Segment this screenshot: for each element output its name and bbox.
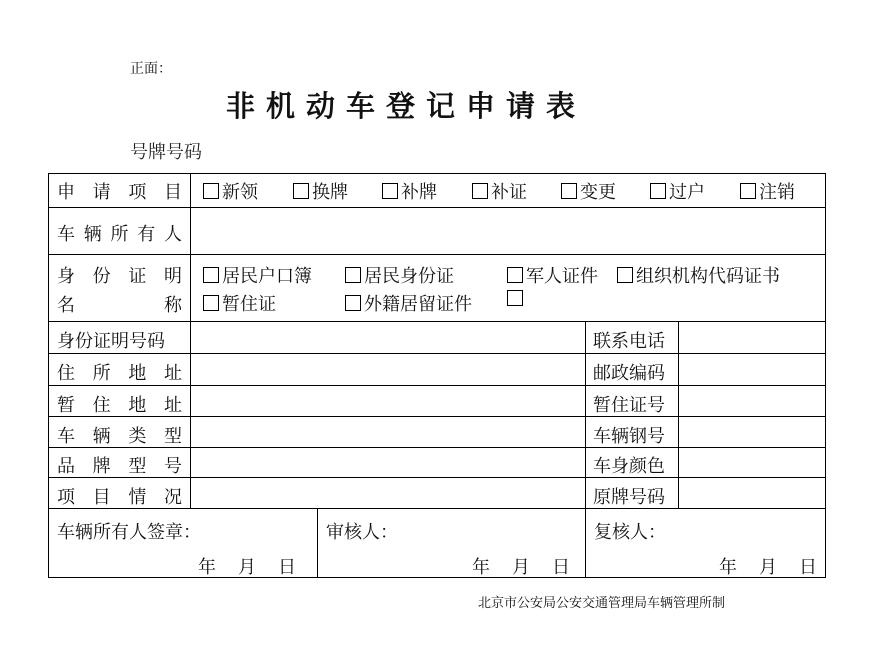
label-char: 名 [57,295,75,316]
label-char: 车 [57,426,75,447]
checkbox-icon[interactable] [650,183,666,199]
month-label: 月 [512,557,530,578]
table-border-left [48,173,49,578]
row-label-left [57,422,182,448]
id-option-household-register[interactable] [203,262,312,288]
label-char: 地 [128,395,147,416]
checkbox-icon[interactable] [561,183,577,199]
row-value-right-field[interactable] [680,322,824,353]
row-label-right: 联系电话 [593,331,665,352]
label-char: 地 [128,363,147,384]
label-char: 情 [128,487,147,508]
table-border-bottom [48,577,826,578]
checkbox-icon[interactable] [345,267,361,283]
label-char: 份 [92,266,111,287]
checkbox-icon[interactable] [382,183,398,199]
label-char: 车 [57,224,75,245]
row-label-right: 原牌号码 [593,487,665,508]
table-border-top [48,173,826,174]
row-value-left-field[interactable] [192,354,584,385]
id-option-military-id[interactable] [507,262,598,288]
row-value-left-field[interactable] [192,322,584,353]
option-label: 居民身份证 [364,266,454,287]
label-char: 类 [128,426,147,447]
month-label: 月 [238,557,256,578]
owner-field[interactable] [192,209,824,253]
option-label: 军人证件 [526,266,598,287]
table-border-right [825,173,826,578]
option-label: 组织机构代码证书 [636,266,780,287]
row-label-left [57,391,182,417]
day-label: 日 [552,557,570,578]
row-value-right-field[interactable] [680,354,824,385]
checkbox-icon[interactable] [203,295,219,311]
checkbox-icon[interactable] [472,183,488,199]
checkbox-icon[interactable] [617,267,633,283]
id-option-foreign-residence-cert[interactable] [345,290,472,316]
label-char: 号 [163,456,182,477]
row-value-right-field[interactable] [680,386,824,416]
row-label-left [57,452,182,478]
option-label: 变更 [580,182,616,203]
reviewer-label: 审核人： [326,522,398,543]
label-char: 申 [57,182,75,203]
front-side-label: 正面： [130,61,172,77]
rechecker-date[interactable] [719,553,817,579]
row-divider [48,207,826,208]
row-label-right: 车辆钢号 [593,426,665,447]
option-label: 过户 [669,182,705,203]
label-char: 项 [128,182,147,203]
row-value-left-field[interactable] [192,386,584,416]
rechecker-label: 复核人： [594,522,666,543]
checkbox-icon[interactable] [507,267,523,283]
row-label-left: 身份证明号码 [57,331,165,352]
apply-option-reissue-plate[interactable] [382,178,437,204]
label-char: 项 [57,487,75,508]
option-label: 居民户口簿 [222,266,312,287]
label-char: 型 [163,426,182,447]
id-type-label-line2 [57,291,182,317]
checkbox-icon[interactable] [293,183,309,199]
id-option-resident-id-card[interactable] [345,262,454,288]
right-label-divider [678,321,679,508]
row-label-left [57,359,182,385]
option-label: 注销 [759,182,795,203]
label-char: 目 [163,182,182,203]
apply-option-transfer[interactable] [650,178,705,204]
row-value-left-field[interactable] [192,417,584,447]
label-char: 请 [92,182,111,203]
id-type-label-line1 [57,262,182,288]
month-label: 月 [759,557,777,578]
label-char: 住 [92,395,111,416]
label-char: 目 [92,487,111,508]
option-label: 补证 [491,182,527,203]
year-label: 年 [719,557,737,578]
owner-seal-label: 车辆所有人签章： [57,522,201,543]
label-char: 住 [57,363,75,384]
owner-seal-date[interactable] [198,553,296,579]
label-char: 辆 [92,426,111,447]
year-label: 年 [472,557,490,578]
label-column-divider [190,173,191,508]
label-char: 明 [163,266,182,287]
id-option-other[interactable] [507,290,526,306]
label-char: 所 [110,224,129,245]
label-char: 址 [163,363,182,384]
row-label-right: 暂住证号 [593,395,665,416]
label-char: 品 [57,456,75,477]
row-value-right-field[interactable] [680,478,824,508]
apply-option-reissue-cert[interactable] [472,178,527,204]
label-char: 辆 [83,224,102,245]
apply-item-label [57,178,182,204]
label-char: 称 [164,295,182,316]
label-char: 暂 [57,395,75,416]
row-value-left-field[interactable] [192,448,584,477]
label-char: 况 [163,487,182,508]
option-label: 外籍居留证件 [364,294,472,315]
row-label-left [57,483,182,509]
checkbox-icon[interactable] [740,183,756,199]
day-label: 日 [799,557,817,578]
label-char: 址 [163,395,182,416]
label-char: 型 [128,456,147,477]
row-value-left-field[interactable] [192,478,584,508]
reviewer-date[interactable] [472,553,570,579]
plate-number-label: 号牌号码 [130,142,202,163]
checkbox-icon[interactable] [345,295,361,311]
option-label: 换牌 [312,182,348,203]
row-value-right-field[interactable] [680,448,824,477]
row-label-right: 车身颜色 [593,456,665,477]
id-option-temp-residence-permit[interactable] [203,290,276,316]
apply-option-cancel[interactable] [740,178,795,204]
label-char: 身 [57,266,75,287]
checkbox-icon[interactable] [203,183,219,199]
apply-option-change[interactable] [561,178,616,204]
label-char: 有 [137,224,156,245]
option-label: 新领 [222,182,258,203]
row-label-right: 邮政编码 [593,363,665,384]
issuer-footer: 北京市公安局公安交通管理局车辆管理所制 [478,596,726,611]
checkbox-icon[interactable] [507,290,523,306]
signature-divider [317,508,318,578]
label-char: 证 [128,266,147,287]
row-value-right-field[interactable] [680,417,824,447]
apply-option-replace-plate[interactable] [293,178,348,204]
form-title: 非机动车登记申请表 [226,89,587,123]
owner-label [57,220,182,246]
apply-option-new[interactable] [203,178,258,204]
row-divider [48,254,826,255]
year-label: 年 [198,557,216,578]
label-char: 所 [92,363,111,384]
option-label: 暂住证 [222,294,276,315]
middle-column-divider [585,321,586,578]
checkbox-icon[interactable] [203,267,219,283]
id-option-org-code-cert[interactable] [617,262,780,288]
label-char: 牌 [92,456,111,477]
day-label: 日 [278,557,296,578]
option-label: 补牌 [401,182,437,203]
label-char: 人 [164,224,182,245]
